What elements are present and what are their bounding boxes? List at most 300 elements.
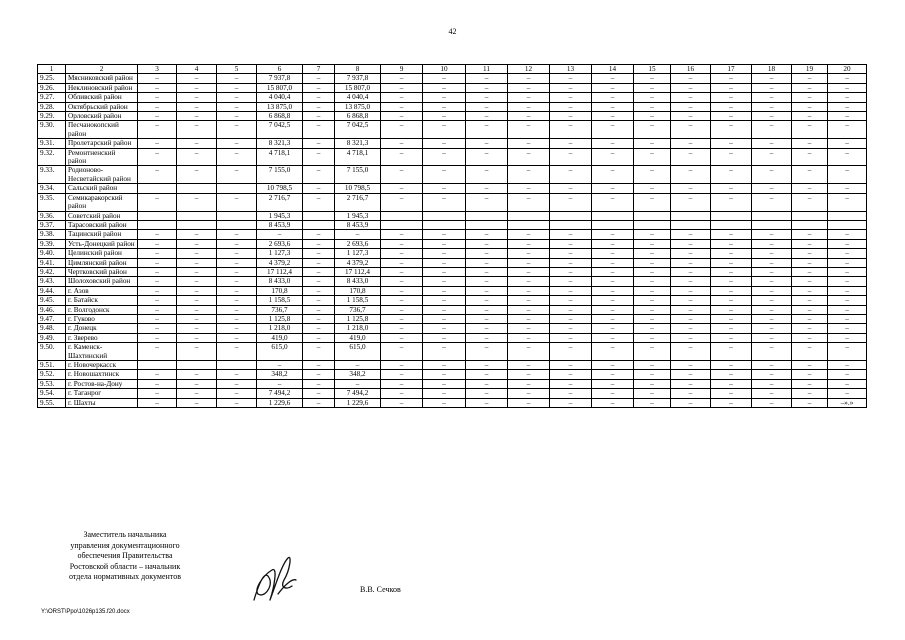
header-row: [38, 65, 867, 74]
value-cell: –: [550, 74, 592, 83]
header-col-17: 17: [711, 65, 752, 74]
value-cell: –: [138, 148, 177, 166]
value-cell: –: [711, 139, 752, 148]
value-cell: –: [381, 389, 423, 398]
value-cell: –: [423, 148, 466, 166]
value-cell: [138, 211, 177, 220]
value-cell: –: [550, 83, 592, 92]
value-cell: –: [217, 324, 257, 333]
value-cell: –: [671, 74, 711, 83]
value-cell: –: [508, 267, 550, 276]
value-cell: –: [828, 333, 867, 342]
value-cell: [423, 211, 466, 220]
district-name-cell: Орловский район: [66, 112, 138, 121]
value-cell: –: [828, 305, 867, 314]
value-cell: 13 875,0: [257, 102, 303, 111]
value-cell: –: [550, 112, 592, 121]
value-cell: [792, 220, 828, 229]
value-cell: [634, 211, 671, 220]
value-cell: –: [508, 184, 550, 193]
value-cell: –: [508, 193, 550, 211]
value-cell: –: [634, 286, 671, 295]
value-cell: –: [592, 286, 634, 295]
value-cell: [217, 184, 257, 193]
value-cell: –: [634, 239, 671, 248]
value-cell: –: [792, 333, 828, 342]
value-cell: –: [381, 249, 423, 258]
value-cell: –: [466, 112, 508, 121]
value-cell: –: [508, 314, 550, 323]
value-cell: –: [138, 370, 177, 379]
value-cell: –: [671, 361, 711, 370]
district-name-cell: Родионово-Несветайский район: [66, 166, 138, 184]
value-cell: –: [423, 267, 466, 276]
row-number-cell: 9.53.: [38, 379, 66, 388]
value-cell: –: [138, 249, 177, 258]
value-cell: –: [138, 112, 177, 121]
value-cell: –: [711, 389, 752, 398]
value-cell: [138, 361, 177, 370]
value-cell: –: [828, 267, 867, 276]
row-number-cell: 9.40.: [38, 249, 66, 258]
value-cell: –: [792, 83, 828, 92]
value-cell: –: [752, 74, 792, 83]
table-row: [38, 370, 867, 379]
value-cell: –: [550, 305, 592, 314]
value-cell: 15 807,0: [257, 83, 303, 92]
value-cell: 1 125,8: [335, 314, 381, 323]
value-cell: –: [828, 74, 867, 83]
value-cell: 6 868,8: [335, 112, 381, 121]
value-cell: –: [217, 102, 257, 111]
value-cell: 1 127,3: [335, 249, 381, 258]
value-cell: –: [303, 121, 335, 139]
value-cell: –: [711, 398, 752, 407]
value-cell: –: [634, 277, 671, 286]
value-cell: –: [138, 343, 177, 361]
value-cell: [177, 220, 217, 229]
value-cell: –: [671, 166, 711, 184]
district-name-cell: Семикаракорский район: [66, 193, 138, 211]
row-number-cell: 9.39.: [38, 239, 66, 248]
value-cell: –: [177, 139, 217, 148]
value-cell: –: [423, 305, 466, 314]
value-cell: –: [671, 389, 711, 398]
value-cell: –: [466, 74, 508, 83]
value-cell: –: [550, 148, 592, 166]
value-cell: –: [138, 258, 177, 267]
row-number-cell: 9.25.: [38, 74, 66, 83]
value-cell: –: [752, 148, 792, 166]
table-row: [38, 249, 867, 258]
data-table: [37, 64, 867, 408]
district-name-cell: Октябрьский район: [66, 102, 138, 111]
value-cell: –: [828, 343, 867, 361]
value-cell: –: [711, 230, 752, 239]
row-number-cell: 9.27.: [38, 93, 66, 102]
value-cell: –: [423, 239, 466, 248]
value-cell: –: [634, 314, 671, 323]
value-cell: –: [792, 102, 828, 111]
value-cell: –: [752, 314, 792, 323]
value-cell: –: [177, 379, 217, 388]
signer-position: Заместитель начальника управления документационного обеспечения Правительства Ростовской области – начальник отдела нормативных документов: [69, 530, 181, 581]
value-cell: –: [177, 314, 217, 323]
district-name-cell: г. Ростов-на-Дону: [66, 379, 138, 388]
value-cell: –: [828, 121, 867, 139]
value-cell: –: [592, 230, 634, 239]
value-cell: 348,2: [335, 370, 381, 379]
value-cell: –: [792, 193, 828, 211]
value-cell: 1 229,6: [257, 398, 303, 407]
value-cell: –: [671, 333, 711, 342]
value-cell: –: [711, 121, 752, 139]
row-number-cell: 9.51.: [38, 361, 66, 370]
value-cell: –: [550, 258, 592, 267]
value-cell: –: [550, 389, 592, 398]
value-cell: –: [711, 333, 752, 342]
value-cell: 4 379,2: [335, 258, 381, 267]
district-name-cell: Ремонтненский район: [66, 148, 138, 166]
value-cell: –: [381, 102, 423, 111]
value-cell: 4 040,4: [257, 93, 303, 102]
value-cell: –: [550, 333, 592, 342]
value-cell: –: [792, 230, 828, 239]
value-cell: [466, 220, 508, 229]
value-cell: –: [217, 286, 257, 295]
value-cell: –: [828, 166, 867, 184]
value-cell: –: [550, 193, 592, 211]
table-row: [38, 239, 867, 248]
value-cell: 2 716,7: [257, 193, 303, 211]
table-row: [38, 258, 867, 267]
value-cell: –: [550, 121, 592, 139]
value-cell: –: [634, 230, 671, 239]
value-cell: –: [792, 121, 828, 139]
value-cell: –: [466, 184, 508, 193]
value-cell: –: [792, 239, 828, 248]
row-number-cell: 9.47.: [38, 314, 66, 323]
value-cell: –: [381, 305, 423, 314]
value-cell: –: [508, 333, 550, 342]
value-cell: –: [466, 277, 508, 286]
value-cell: –: [828, 230, 867, 239]
header-col-20: 20: [828, 65, 867, 74]
value-cell: –: [381, 184, 423, 193]
value-cell: –: [550, 139, 592, 148]
value-cell: –: [177, 324, 217, 333]
value-cell: –: [792, 74, 828, 83]
value-cell: –: [792, 286, 828, 295]
value-cell: –: [792, 184, 828, 193]
value-cell: –: [550, 370, 592, 379]
value-cell: –: [303, 93, 335, 102]
value-cell: –: [177, 148, 217, 166]
row-number-cell: 9.29.: [38, 112, 66, 121]
value-cell: –: [711, 102, 752, 111]
value-cell: –: [592, 184, 634, 193]
value-cell: –: [508, 93, 550, 102]
district-name-cell: Усть-Донецкий район: [66, 239, 138, 248]
value-cell: –: [466, 343, 508, 361]
value-cell: –: [217, 239, 257, 248]
value-cell: –: [550, 343, 592, 361]
value-cell: –: [466, 93, 508, 102]
value-cell: –: [592, 139, 634, 148]
row-number-cell: 9.37.: [38, 220, 66, 229]
value-cell: –: [752, 296, 792, 305]
value-cell: [138, 184, 177, 193]
value-cell: 8 453,9: [257, 220, 303, 229]
value-cell: –: [828, 139, 867, 148]
value-cell: –: [138, 193, 177, 211]
value-cell: –: [508, 277, 550, 286]
row-number-cell: 9.36.: [38, 211, 66, 220]
value-cell: –: [423, 343, 466, 361]
value-cell: 615,0: [257, 343, 303, 361]
value-cell: –: [752, 343, 792, 361]
value-cell: [671, 211, 711, 220]
value-cell: –: [303, 193, 335, 211]
value-cell: –: [711, 370, 752, 379]
value-cell: –: [466, 389, 508, 398]
value-cell: –: [592, 333, 634, 342]
value-cell: –: [671, 112, 711, 121]
value-cell: –: [381, 398, 423, 407]
value-cell: –: [634, 102, 671, 111]
value-cell: –: [423, 249, 466, 258]
value-cell: –: [592, 74, 634, 83]
value-cell: –: [177, 166, 217, 184]
header-col-15: 15: [634, 65, 671, 74]
value-cell: –: [508, 258, 550, 267]
value-cell: –: [550, 93, 592, 102]
value-cell: –: [508, 361, 550, 370]
value-cell: –: [592, 112, 634, 121]
value-cell: –: [423, 112, 466, 121]
value-cell: –: [592, 389, 634, 398]
value-cell: –: [423, 398, 466, 407]
value-cell: –: [792, 379, 828, 388]
district-name-cell: Мясниковский район: [66, 74, 138, 83]
page-number: 42: [448, 27, 457, 36]
value-cell: –: [828, 239, 867, 248]
value-cell: –: [466, 121, 508, 139]
value-cell: –: [138, 379, 177, 388]
row-number-cell: 9.41.: [38, 258, 66, 267]
value-cell: [303, 220, 335, 229]
row-number-cell: 9.50.: [38, 343, 66, 361]
value-cell: –: [592, 83, 634, 92]
value-cell: –: [828, 93, 867, 102]
district-name-cell: Тарасовский район: [66, 220, 138, 229]
value-cell: –: [592, 121, 634, 139]
value-cell: –: [792, 398, 828, 407]
row-number-cell: 9.30.: [38, 121, 66, 139]
row-number-cell: 9.45.: [38, 296, 66, 305]
row-number-cell: 9.54.: [38, 389, 66, 398]
value-cell: –: [217, 93, 257, 102]
district-name-cell: Чертковский район: [66, 267, 138, 276]
row-number-cell: 9.26.: [38, 83, 66, 92]
table-row: [38, 333, 867, 342]
value-cell: –: [508, 112, 550, 121]
value-cell: –: [634, 139, 671, 148]
value-cell: [592, 220, 634, 229]
value-cell: –: [752, 83, 792, 92]
table-row: [38, 305, 867, 314]
value-cell: –: [634, 148, 671, 166]
value-cell: –: [592, 166, 634, 184]
value-cell: –: [177, 277, 217, 286]
value-cell: –: [634, 370, 671, 379]
value-cell: –: [177, 296, 217, 305]
value-cell: –: [792, 389, 828, 398]
value-cell: [550, 220, 592, 229]
value-cell: –: [381, 112, 423, 121]
value-cell: [828, 211, 867, 220]
value-cell: –: [303, 102, 335, 111]
row-number-cell: 9.38.: [38, 230, 66, 239]
value-cell: 1 229,6: [335, 398, 381, 407]
value-cell: –: [550, 239, 592, 248]
row-number-cell: 9.49.: [38, 333, 66, 342]
header-col-5: 5: [217, 65, 257, 74]
value-cell: 7 155,0: [335, 166, 381, 184]
value-cell: –: [381, 239, 423, 248]
value-cell: –: [217, 277, 257, 286]
value-cell: –: [303, 324, 335, 333]
value-cell: –: [138, 83, 177, 92]
value-cell: –: [752, 166, 792, 184]
value-cell: –: [711, 93, 752, 102]
value-cell: –: [634, 389, 671, 398]
value-cell: –: [303, 258, 335, 267]
value-cell: –: [634, 83, 671, 92]
value-cell: –: [671, 305, 711, 314]
value-cell: 10 798,5: [257, 184, 303, 193]
value-cell: –: [177, 267, 217, 276]
value-cell: –: [671, 148, 711, 166]
value-cell: –: [303, 379, 335, 388]
value-cell: –: [671, 398, 711, 407]
value-cell: –: [423, 230, 466, 239]
value-cell: 1 125,8: [257, 314, 303, 323]
value-cell: 4 718,1: [335, 148, 381, 166]
value-cell: –: [508, 166, 550, 184]
value-cell: –: [381, 361, 423, 370]
row-number-cell: 9.32.: [38, 148, 66, 166]
value-cell: [752, 220, 792, 229]
value-cell: [592, 211, 634, 220]
value-cell: –: [508, 296, 550, 305]
value-cell: –: [592, 249, 634, 258]
value-cell: –: [550, 230, 592, 239]
value-cell: 7 494,2: [257, 389, 303, 398]
district-name-cell: г. Азов: [66, 286, 138, 295]
value-cell: –: [381, 267, 423, 276]
table-row: [38, 324, 867, 333]
value-cell: –: [792, 258, 828, 267]
table-row: [38, 277, 867, 286]
value-cell: –: [671, 193, 711, 211]
value-cell: [138, 220, 177, 229]
value-cell: –: [752, 267, 792, 276]
header-col-3: 3: [138, 65, 177, 74]
value-cell: –: [671, 102, 711, 111]
value-cell: –: [671, 121, 711, 139]
value-cell: –: [303, 277, 335, 286]
value-cell: –: [550, 398, 592, 407]
value-cell: –: [592, 314, 634, 323]
value-cell: 2 693,6: [257, 239, 303, 248]
value-cell: [508, 220, 550, 229]
value-cell: –: [138, 121, 177, 139]
value-cell: [792, 211, 828, 220]
value-cell: –: [423, 379, 466, 388]
value-cell: 7 155,0: [257, 166, 303, 184]
value-cell: –: [381, 193, 423, 211]
value-cell: –: [217, 314, 257, 323]
district-name-cell: г. Шахты: [66, 398, 138, 407]
value-cell: –: [634, 193, 671, 211]
value-cell: –: [634, 74, 671, 83]
value-cell: –: [138, 286, 177, 295]
value-cell: –: [711, 379, 752, 388]
value-cell: –: [466, 102, 508, 111]
value-cell: –: [550, 296, 592, 305]
row-number-cell: 9.43.: [38, 277, 66, 286]
value-cell: –: [671, 286, 711, 295]
value-cell: 13 875,0: [335, 102, 381, 111]
table-row: [38, 343, 867, 361]
table-row: [38, 184, 867, 193]
value-cell: –: [177, 286, 217, 295]
value-cell: –: [138, 139, 177, 148]
value-cell: –: [423, 389, 466, 398]
value-cell: –: [550, 379, 592, 388]
value-cell: –: [138, 102, 177, 111]
value-cell: –: [828, 361, 867, 370]
value-cell: –: [792, 148, 828, 166]
value-cell: –: [177, 112, 217, 121]
value-cell: –: [508, 324, 550, 333]
value-cell: –: [711, 148, 752, 166]
value-cell: –: [335, 361, 381, 370]
value-cell: –: [711, 314, 752, 323]
value-cell: –: [634, 296, 671, 305]
value-cell: –: [423, 277, 466, 286]
value-cell: –: [257, 379, 303, 388]
value-cell: –: [381, 370, 423, 379]
value-cell: –: [381, 166, 423, 184]
value-cell: –: [423, 314, 466, 323]
header-col-1: 1: [38, 65, 66, 74]
value-cell: –: [217, 121, 257, 139]
table-row: [38, 361, 867, 370]
value-cell: –: [466, 361, 508, 370]
value-cell: –: [671, 343, 711, 361]
table-row: [38, 267, 867, 276]
value-cell: –: [508, 148, 550, 166]
value-cell: –: [671, 267, 711, 276]
value-cell: –: [752, 121, 792, 139]
value-cell: –: [217, 166, 257, 184]
value-cell: –: [671, 83, 711, 92]
table-row: [38, 148, 867, 166]
value-cell: –: [303, 230, 335, 239]
value-cell: –: [508, 230, 550, 239]
